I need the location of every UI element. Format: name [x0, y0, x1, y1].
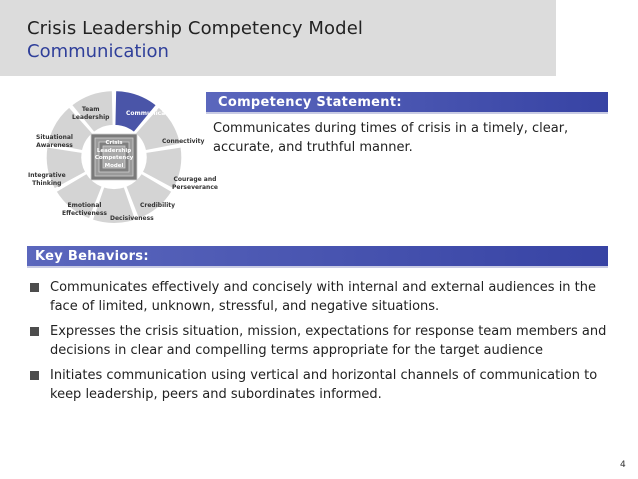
wheel-label-line: Decisiveness [110, 215, 154, 222]
square-bullet-icon [30, 371, 39, 380]
wheel-label-line: Situational [36, 134, 73, 141]
competency-statement-header [206, 92, 608, 114]
behavior-text: Initiates communication using vertical and horizontal channels of communication to keep leadership, peers and subordinates informed. [50, 368, 598, 402]
wheel-center-line: Crisis [105, 140, 123, 146]
wheel-label-line: Awareness [36, 142, 73, 149]
wheel-label-courage-and-perseverance [172, 176, 218, 192]
wheel-center-line: Competency [94, 155, 134, 161]
wheel-label-connectivity [162, 138, 204, 146]
slide-title: Crisis Leadership Competency Model [27, 18, 363, 39]
wheel-label-line: Thinking [32, 180, 62, 187]
slide-subtitle: Communication [27, 41, 169, 62]
competency-wheel [28, 90, 218, 230]
wheel-label-team-leadership [72, 106, 109, 122]
wheel-center-line: Model [104, 162, 124, 169]
wheel-label-line: Emotional [67, 202, 102, 209]
competency-statement-heading: Competency Statement: [218, 95, 402, 110]
behavior-text: Expresses the crisis situation, mission, expectations for response team members and decisions in clear and compelling terms appropriate for the target audience [50, 324, 607, 358]
behavior-item [29, 278, 609, 316]
wheel-label-integrative-thinking [28, 172, 66, 188]
wheel-label-line: Effectiveness [62, 210, 107, 217]
wheel-label-line: Connectivity [162, 138, 205, 145]
square-bullet-icon [30, 327, 39, 336]
wheel-label-line: Leadership [72, 114, 110, 121]
wheel-label-line: Credibility [140, 202, 176, 209]
behavior-item [29, 366, 609, 404]
square-bullet-icon [30, 283, 39, 292]
wheel-label-credibility [140, 202, 175, 210]
key-behaviors-header [27, 246, 608, 268]
key-behaviors-heading: Key Behaviors: [35, 249, 149, 264]
behavior-item [29, 322, 609, 360]
wheel-label-line: Integrative [28, 172, 66, 179]
page-number: 4 [620, 460, 626, 470]
wheel-center-label [94, 140, 134, 170]
wheel-label-line: Communication [126, 110, 179, 117]
wheel-label-line: Perseverance [172, 184, 218, 191]
wheel-label-decisiveness [110, 215, 154, 223]
wheel-label-line: Team [81, 106, 100, 113]
wheel-label-line: Courage and [173, 176, 217, 183]
wheel-center-line: Leadership [96, 147, 132, 154]
behavior-text: Communicates effectively and concisely with internal and external audiences in the face of limited, unknown, stressful, and negative situations. [50, 280, 597, 314]
wheel-label-emotional-effectiveness [62, 202, 107, 218]
wheel-label-situational-awareness [36, 134, 73, 150]
competency-statement-text: Communicates during times of crisis in a timely, clear, accurate, and truthful manner. [213, 121, 569, 155]
wheel-label-communication [126, 110, 179, 118]
key-behaviors-list [29, 278, 609, 410]
